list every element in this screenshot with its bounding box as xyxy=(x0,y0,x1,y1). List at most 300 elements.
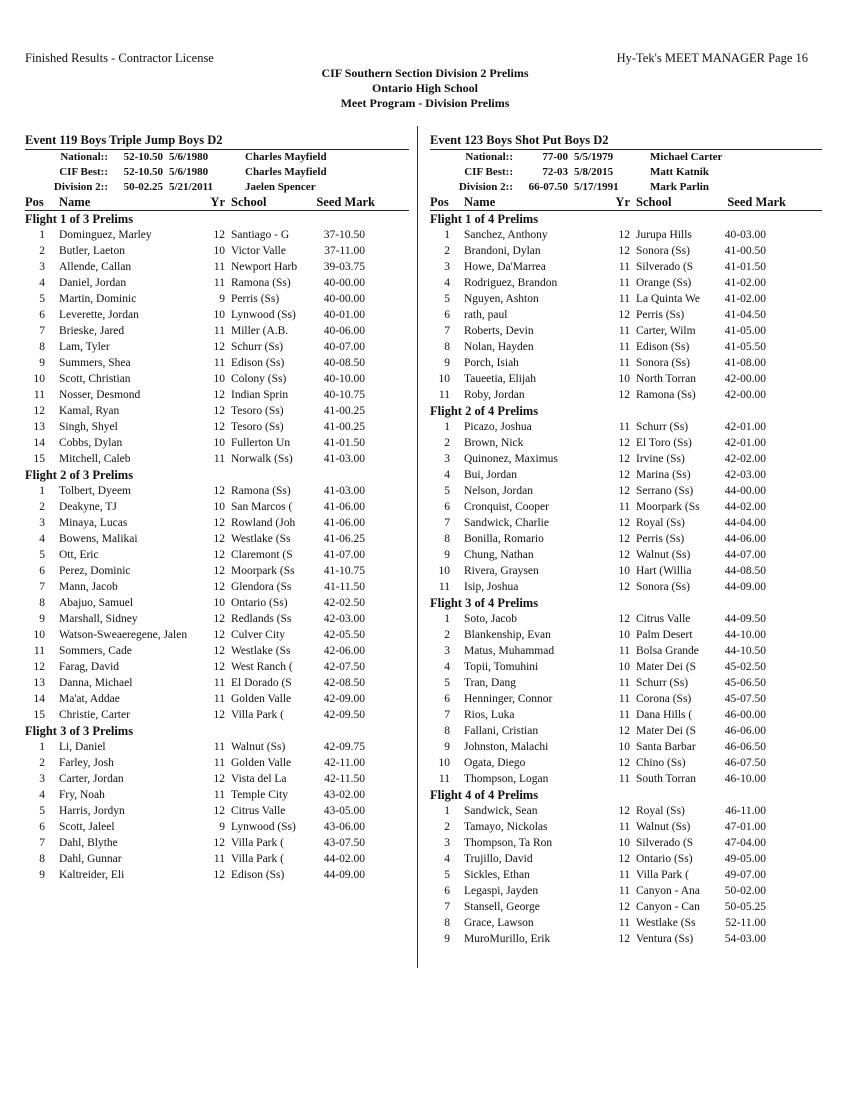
entry-pos: 4 xyxy=(39,277,45,289)
entry-row xyxy=(430,579,822,595)
entry-seed-mark: 41-03.00 xyxy=(323,485,365,497)
entry-row xyxy=(25,387,409,403)
entry-row xyxy=(25,547,409,563)
entry-yr: 12 xyxy=(213,565,225,577)
entry-name: Cobbs, Dylan xyxy=(59,437,123,449)
entry-pos: 1 xyxy=(444,805,450,817)
record-mark: 52-10.50 xyxy=(123,151,163,163)
entry-row xyxy=(25,659,409,675)
entry-name: Chung, Nathan xyxy=(464,549,534,561)
entry-seed-mark: 49-05.00 xyxy=(724,853,766,865)
entry-row xyxy=(25,595,409,611)
entry-name: Picazo, Joshua xyxy=(464,421,532,433)
entry-school: West Ranch ( xyxy=(231,661,293,673)
entry-seed-mark: 43-07.50 xyxy=(323,837,365,849)
entry-school: Carter, Wilm xyxy=(636,325,696,337)
entry-school: Norwalk (Ss) xyxy=(231,453,293,465)
entry-yr: 12 xyxy=(213,709,225,721)
record-row xyxy=(430,150,822,165)
entry-school: Edison (Ss) xyxy=(231,357,285,369)
entry-seed-mark: 42-02.00 xyxy=(724,453,766,465)
entry-name: Henninger, Connor xyxy=(464,693,553,705)
entry-yr: 11 xyxy=(213,789,225,801)
entry-name: Summers, Shea xyxy=(59,357,131,369)
entry-seed-mark: 42-08.50 xyxy=(323,677,365,689)
header-name: Name xyxy=(464,195,496,209)
entry-row xyxy=(25,867,409,883)
entry-school: La Quinta We xyxy=(636,293,701,305)
entry-yr: 12 xyxy=(213,389,225,401)
entry-row xyxy=(430,803,822,819)
entry-seed-mark: 41-06.00 xyxy=(323,501,365,513)
entry-seed-mark: 41-01.50 xyxy=(323,437,365,449)
flight-title: Flight 3 of 3 Prelims xyxy=(25,724,134,738)
entry-row xyxy=(430,563,822,579)
entry-pos: 10 xyxy=(438,757,450,769)
entry-school: El Dorado (S xyxy=(231,677,292,689)
entry-yr: 11 xyxy=(213,757,225,769)
entry-school: Irvine (Ss) xyxy=(636,453,685,465)
entry-seed-mark: 42-07.50 xyxy=(323,661,365,673)
entry-yr: 12 xyxy=(213,533,225,545)
entry-name: Grace, Lawson xyxy=(464,917,534,929)
record-mark: 77-00 xyxy=(542,151,568,163)
entry-pos: 1 xyxy=(39,741,45,753)
entry-pos: 5 xyxy=(39,549,45,561)
record-label: National:: xyxy=(60,151,108,163)
entry-seed-mark: 46-06.50 xyxy=(724,741,766,753)
entry-name: Stansell, George xyxy=(464,901,540,913)
header-school: School xyxy=(231,195,267,209)
entry-row xyxy=(430,851,822,867)
flight-title: Flight 2 of 4 Prelims xyxy=(430,404,539,418)
header-yr: Yr xyxy=(210,195,225,209)
entry-seed-mark: 45-02.50 xyxy=(724,661,766,673)
record-mark: 72-03 xyxy=(542,166,568,178)
entry-pos: 6 xyxy=(39,565,45,577)
entry-row xyxy=(430,835,822,851)
entry-yr: 12 xyxy=(618,229,630,241)
entry-seed-mark: 42-03.00 xyxy=(724,469,766,481)
entry-yr: 12 xyxy=(618,613,630,625)
entry-name: Farag, David xyxy=(59,661,120,673)
entry-name: Brown, Nick xyxy=(464,437,524,449)
entry-pos: 14 xyxy=(33,693,45,705)
entry-seed-mark: 41-03.00 xyxy=(323,453,365,465)
entry-pos: 7 xyxy=(39,581,45,593)
entry-school: Royal (Ss) xyxy=(636,805,685,817)
entry-yr: 12 xyxy=(213,661,225,673)
entry-seed-mark: 44-07.00 xyxy=(724,549,766,561)
entry-seed-mark: 41-06.25 xyxy=(323,533,365,545)
entry-row xyxy=(430,275,822,291)
entry-seed-mark: 41-08.00 xyxy=(724,357,766,369)
entry-name: Sickles, Ethan xyxy=(464,869,530,881)
entry-yr: 10 xyxy=(618,661,630,673)
entry-pos: 4 xyxy=(39,789,45,801)
entry-pos: 9 xyxy=(39,613,45,625)
entry-row xyxy=(430,307,822,323)
entry-school: Schurr (Ss) xyxy=(636,421,689,433)
entry-pos: 2 xyxy=(39,245,45,257)
entry-school: North Torran xyxy=(636,373,696,385)
entry-school: Schurr (Ss) xyxy=(231,341,284,353)
entry-yr: 12 xyxy=(618,453,630,465)
entry-seed-mark: 39-03.75 xyxy=(323,261,365,273)
record-date: 5/6/1980 xyxy=(169,151,209,163)
entry-school: Dana Hills ( xyxy=(636,709,693,721)
entry-yr: 9 xyxy=(219,293,225,305)
entry-yr: 10 xyxy=(213,597,225,609)
entry-yr: 11 xyxy=(618,325,630,337)
entry-school: San Marcos ( xyxy=(231,501,293,513)
event-119-column xyxy=(25,132,409,883)
entry-school: Perris (Ss) xyxy=(231,293,280,305)
entry-yr: 12 xyxy=(618,437,630,449)
entry-yr: 11 xyxy=(213,453,225,465)
entry-seed-mark: 42-11.50 xyxy=(324,773,365,785)
entry-pos: 5 xyxy=(444,293,450,305)
entry-school: Villa Park ( xyxy=(231,837,284,849)
entry-name: Dahl, Blythe xyxy=(59,837,118,849)
entry-school: Culver City xyxy=(231,629,285,641)
entry-row xyxy=(25,275,409,291)
entry-row xyxy=(25,691,409,707)
entry-yr: 12 xyxy=(213,869,225,881)
entry-seed-mark: 41-05.00 xyxy=(724,325,766,337)
entry-pos: 6 xyxy=(39,821,45,833)
entry-school: Fullerton Un xyxy=(231,437,291,449)
entry-row xyxy=(430,675,822,691)
entry-row xyxy=(25,787,409,803)
header-pos: Pos xyxy=(25,195,44,209)
entry-name: Sandwick, Sean xyxy=(464,805,538,817)
entry-name: Roberts, Devin xyxy=(464,325,534,337)
header-name: Name xyxy=(59,195,91,209)
entry-seed-mark: 40-10.75 xyxy=(323,389,365,401)
entry-school: Miller (A.B. xyxy=(231,325,289,337)
entry-name: Fallani, Cristian xyxy=(464,725,539,737)
entry-row xyxy=(430,547,822,563)
entry-seed-mark: 49-07.00 xyxy=(724,869,766,881)
entry-school: Walnut (Ss) xyxy=(636,821,691,833)
entry-pos: 2 xyxy=(444,629,450,641)
entry-pos: 8 xyxy=(39,597,45,609)
entry-row xyxy=(430,499,822,515)
entry-pos: 10 xyxy=(33,629,45,641)
entry-school: Villa Park ( xyxy=(231,709,284,721)
entry-yr: 11 xyxy=(618,709,630,721)
entry-row xyxy=(25,259,409,275)
entry-pos: 3 xyxy=(39,773,45,785)
record-date: 5/21/2011 xyxy=(169,181,214,193)
entry-school: Westlake (Ss xyxy=(231,533,291,545)
entry-school: Golden Valle xyxy=(231,757,292,769)
entry-pos: 6 xyxy=(444,693,450,705)
entry-pos: 3 xyxy=(39,261,45,273)
entry-name: Carter, Jordan xyxy=(59,773,124,785)
entry-name: Dominguez, Marley xyxy=(59,229,152,241)
entry-school: Villa Park ( xyxy=(636,869,689,881)
entry-school: Indian Sprin xyxy=(231,389,289,401)
entry-yr: 12 xyxy=(618,757,630,769)
entry-school: South Torran xyxy=(636,773,696,785)
entry-school: Hart (Willia xyxy=(636,565,692,577)
entry-yr: 11 xyxy=(213,741,225,753)
entry-row xyxy=(430,531,822,547)
entry-school: Walnut (Ss) xyxy=(636,549,691,561)
meet-title-line: CIF Southern Section Division 2 Prelims xyxy=(321,66,529,80)
record-holder: Charles Mayfield xyxy=(245,166,327,178)
entry-yr: 12 xyxy=(213,581,225,593)
entry-pos: 2 xyxy=(444,437,450,449)
entry-name: Bowens, Malikai xyxy=(59,533,138,545)
entry-yr: 12 xyxy=(213,485,225,497)
entry-school: Tesoro (Ss) xyxy=(231,421,284,433)
header-right-text: Hy-Tek's MEET MANAGER Page 16 xyxy=(616,51,808,65)
entry-row xyxy=(430,739,822,755)
entry-name: Ott, Eric xyxy=(59,549,99,561)
entry-row xyxy=(430,611,822,627)
entry-pos: 3 xyxy=(39,517,45,529)
entry-yr: 12 xyxy=(618,805,630,817)
entry-row xyxy=(430,371,822,387)
entry-seed-mark: 44-09.00 xyxy=(724,581,766,593)
entry-name: Watson-Sweaeregene, Jalen xyxy=(59,629,188,641)
entry-name: Legaspi, Jayden xyxy=(464,885,539,897)
record-label: CIF Best:: xyxy=(59,166,108,178)
entry-row xyxy=(430,355,822,371)
entry-row xyxy=(25,563,409,579)
entry-pos: 1 xyxy=(39,485,45,497)
entry-name: Scott, Christian xyxy=(59,373,131,385)
entry-seed-mark: 41-04.50 xyxy=(724,309,766,321)
entry-yr: 11 xyxy=(618,677,630,689)
record-date: 5/17/1991 xyxy=(574,181,619,193)
record-label: Division 2:: xyxy=(53,181,108,193)
flight-title: Flight 2 of 3 Prelims xyxy=(25,468,134,482)
entry-yr: 11 xyxy=(213,677,225,689)
entry-seed-mark: 41-11.50 xyxy=(324,581,365,593)
entry-yr: 11 xyxy=(618,821,630,833)
entry-school: Orange (Ss) xyxy=(636,277,692,289)
entry-row xyxy=(25,339,409,355)
entry-pos: 8 xyxy=(444,917,450,929)
entry-name: Thompson, Ta Ron xyxy=(464,837,553,849)
entry-yr: 12 xyxy=(213,837,225,849)
entry-pos: 7 xyxy=(444,901,450,913)
entry-school: Moorpark (Ss xyxy=(231,565,295,577)
entry-seed-mark: 44-08.50 xyxy=(724,565,766,577)
record-mark: 52-10.50 xyxy=(123,166,163,178)
entry-row xyxy=(25,355,409,371)
entry-name: Martin, Dominic xyxy=(59,293,137,305)
entry-yr: 10 xyxy=(618,373,630,385)
entry-pos: 5 xyxy=(444,485,450,497)
entry-seed-mark: 54-03.00 xyxy=(724,933,766,945)
record-date: 5/6/1980 xyxy=(169,166,209,178)
entry-school: Ramona (Ss) xyxy=(636,389,696,401)
entry-row xyxy=(430,771,822,787)
entry-school: Lynwood (Ss) xyxy=(231,821,296,833)
entry-pos: 4 xyxy=(39,533,45,545)
entry-seed-mark: 41-06.00 xyxy=(323,517,365,529)
entry-row xyxy=(430,643,822,659)
record-label: CIF Best:: xyxy=(464,166,513,178)
entry-pos: 2 xyxy=(39,501,45,513)
entry-seed-mark: 42-00.00 xyxy=(724,373,766,385)
entry-name: Leverette, Jordan xyxy=(59,309,139,321)
entry-name: Tamayo, Nickolas xyxy=(464,821,548,833)
entry-school: Glendora (Ss xyxy=(231,581,292,593)
entry-row xyxy=(430,755,822,771)
entry-name: Allende, Callan xyxy=(59,261,132,273)
entry-name: Bui, Jordan xyxy=(464,469,518,481)
entry-row xyxy=(25,803,409,819)
entry-row xyxy=(430,243,822,259)
entry-row xyxy=(25,675,409,691)
entry-seed-mark: 41-01.50 xyxy=(724,261,766,273)
entry-school: Santa Barbar xyxy=(636,741,696,753)
entry-row xyxy=(430,227,822,243)
entry-name: Brieske, Jared xyxy=(59,325,125,337)
entry-school: Perris (Ss) xyxy=(636,309,685,321)
entry-row xyxy=(430,931,822,947)
entry-name: Quinonez, Maximus xyxy=(464,453,558,465)
entry-seed-mark: 42-05.50 xyxy=(323,629,365,641)
entry-pos: 4 xyxy=(444,853,450,865)
entry-seed-mark: 40-07.00 xyxy=(323,341,365,353)
entry-yr: 12 xyxy=(213,805,225,817)
entry-row xyxy=(430,339,822,355)
entry-seed-mark: 43-06.00 xyxy=(323,821,365,833)
entry-row xyxy=(430,451,822,467)
entry-row xyxy=(25,611,409,627)
entry-row xyxy=(25,419,409,435)
entry-name: Matus, Muhammad xyxy=(464,645,555,657)
entry-row xyxy=(430,819,822,835)
entry-name: Blankenship, Evan xyxy=(464,629,551,641)
event-title: Event 123 Boys Shot Put Boys D2 xyxy=(430,132,822,150)
entry-school: Serrano (Ss) xyxy=(636,485,694,497)
record-row xyxy=(430,180,822,195)
entry-pos: 2 xyxy=(444,821,450,833)
entry-name: Kaltreider, Eli xyxy=(59,869,125,881)
entry-school: Bolsa Grande xyxy=(636,645,699,657)
entry-name: Lam, Tyler xyxy=(59,341,110,353)
entry-name: Mann, Jacob xyxy=(59,581,118,593)
entry-name: Howe, Da'Marrea xyxy=(464,261,546,273)
entry-pos: 3 xyxy=(444,645,450,657)
entry-yr: 10 xyxy=(213,437,225,449)
entry-school: Mater Dei (S xyxy=(636,661,697,673)
entry-school: Edison (Ss) xyxy=(231,869,285,881)
entry-pos: 2 xyxy=(444,245,450,257)
entry-pos: 14 xyxy=(33,437,45,449)
entry-yr: 12 xyxy=(213,629,225,641)
entry-yr: 12 xyxy=(618,309,630,321)
entry-yr: 10 xyxy=(213,309,225,321)
entry-pos: 7 xyxy=(444,325,450,337)
header-school: School xyxy=(636,195,672,209)
entry-pos: 7 xyxy=(39,837,45,849)
entry-name: Sommers, Cade xyxy=(59,645,132,657)
entry-yr: 10 xyxy=(213,373,225,385)
entry-yr: 12 xyxy=(618,725,630,737)
entry-school: Canyon - Ana xyxy=(636,885,700,897)
entry-seed-mark: 41-02.00 xyxy=(724,293,766,305)
entry-row xyxy=(430,867,822,883)
entry-yr: 12 xyxy=(213,773,225,785)
entry-yr: 12 xyxy=(213,613,225,625)
entry-seed-mark: 44-09.50 xyxy=(724,613,766,625)
entry-yr: 12 xyxy=(618,469,630,481)
entry-row xyxy=(25,227,409,243)
entry-name: Dahl, Gunnar xyxy=(59,853,122,865)
entry-yr: 12 xyxy=(618,533,630,545)
entry-school: Ramona (Ss) xyxy=(231,277,291,289)
entry-pos: 9 xyxy=(444,549,450,561)
entry-name: Marshall, Sidney xyxy=(59,613,138,625)
entry-name: Nguyen, Ashton xyxy=(464,293,539,305)
entry-school: Colony (Ss) xyxy=(231,373,287,385)
record-holder: Mark Parlin xyxy=(650,181,709,193)
entry-pos: 6 xyxy=(444,309,450,321)
entry-seed-mark: 42-03.00 xyxy=(323,613,365,625)
entry-yr: 11 xyxy=(618,357,630,369)
entry-yr: 12 xyxy=(213,229,225,241)
entry-seed-mark: 50-02.00 xyxy=(724,885,766,897)
meet-title-block xyxy=(0,66,850,111)
entry-yr: 11 xyxy=(618,645,630,657)
entry-seed-mark: 40-00.00 xyxy=(323,293,365,305)
entry-pos: 11 xyxy=(438,389,450,401)
entry-row xyxy=(430,435,822,451)
entry-yr: 10 xyxy=(213,245,225,257)
entry-pos: 7 xyxy=(444,709,450,721)
entry-school: Walnut (Ss) xyxy=(231,741,286,753)
entry-seed-mark: 44-02.00 xyxy=(724,501,766,513)
entry-yr: 12 xyxy=(618,933,630,945)
entry-row xyxy=(25,643,409,659)
entry-name: Tolbert, Dyeem xyxy=(59,485,132,497)
entry-pos: 1 xyxy=(39,229,45,241)
entry-row xyxy=(430,659,822,675)
record-row xyxy=(25,150,409,165)
record-date: 5/8/2015 xyxy=(574,166,614,178)
flight-title: Flight 3 of 4 Prelims xyxy=(430,596,539,610)
entry-yr: 11 xyxy=(618,293,630,305)
entry-yr: 11 xyxy=(213,693,225,705)
entry-name: Nosser, Desmond xyxy=(59,389,141,401)
entry-pos: 3 xyxy=(444,261,450,273)
entry-name: Thompson, Logan xyxy=(464,773,549,785)
entry-yr: 12 xyxy=(213,645,225,657)
entry-row xyxy=(25,515,409,531)
entry-seed-mark: 46-06.00 xyxy=(724,725,766,737)
header-pos: Pos xyxy=(430,195,449,209)
entry-seed-mark: 42-09.75 xyxy=(323,741,365,753)
entry-row xyxy=(25,451,409,467)
entry-name: Roby, Jordan xyxy=(464,389,525,401)
entry-yr: 11 xyxy=(618,277,630,289)
entry-seed-mark: 40-10.00 xyxy=(323,373,365,385)
entry-name: Deakyne, TJ xyxy=(59,501,117,513)
entry-yr: 12 xyxy=(213,341,225,353)
entry-yr: 12 xyxy=(618,549,630,561)
entry-school: Claremont (S xyxy=(231,549,293,561)
event-title: Event 119 Boys Triple Jump Boys D2 xyxy=(25,132,409,150)
